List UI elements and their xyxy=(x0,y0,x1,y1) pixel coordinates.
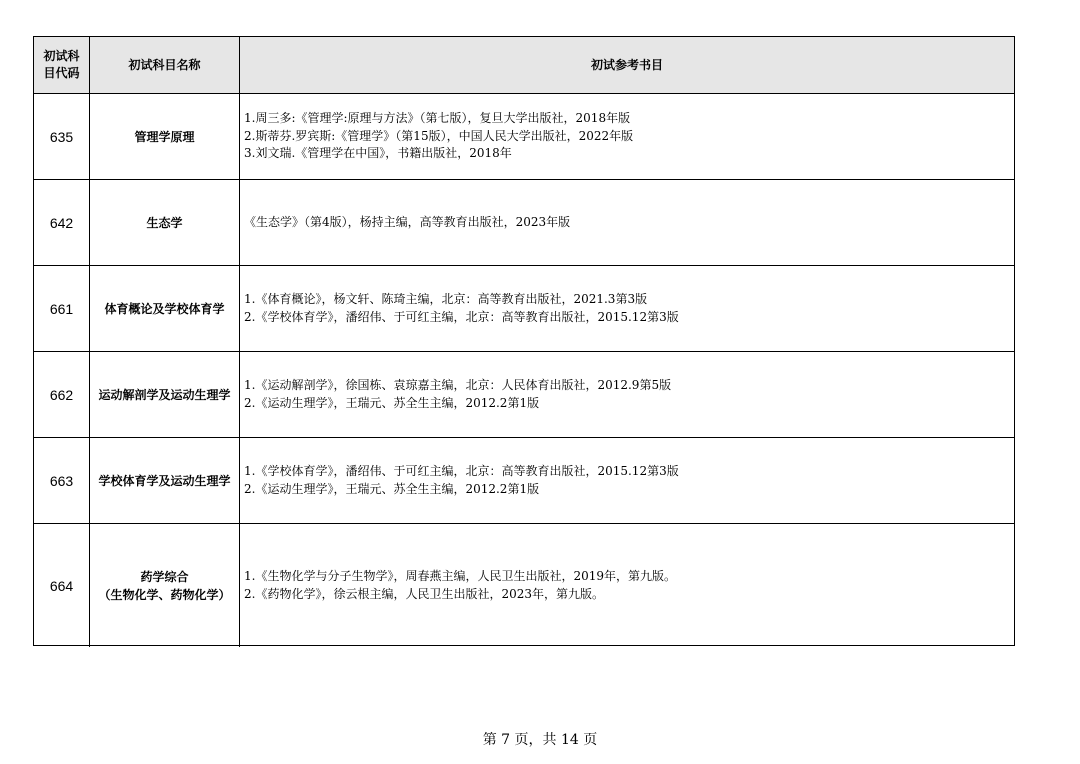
reference-item: 1.周三多:《管理学:原理与方法》（第七版），复旦大学出版社，2018年版 xyxy=(244,111,631,126)
subject-name-line: 管理学原理 xyxy=(134,129,195,144)
subject-name xyxy=(90,266,240,352)
subject-name xyxy=(90,524,240,647)
subject-name xyxy=(90,352,240,438)
reference-books xyxy=(240,524,1014,647)
reference-books xyxy=(240,180,1014,266)
reference-item: 2.《学校体育学》，潘绍伟、于可红主编，北京：高等教育出版社，2015.12第3版 xyxy=(244,309,679,324)
subject-name-line: 学校体育学及运动生理学 xyxy=(98,473,231,488)
header-code xyxy=(34,37,90,94)
page-footer: 第 7 页，共 14 页 xyxy=(482,732,598,748)
subject-code: 661 xyxy=(34,266,90,352)
subject-code: 635 xyxy=(34,94,90,180)
reference-item: 3.刘文瑞.《管理学在中国》，书籍出版社，2018年 xyxy=(244,146,512,161)
header-code-line-1: 初试科 xyxy=(43,49,80,63)
subject-name xyxy=(90,438,240,524)
reference-item: 1.《体育概论》，杨文轩、陈琦主编，北京：高等教育出版社，2021.3第3版 xyxy=(244,292,648,306)
subject-name xyxy=(90,180,240,266)
reference-item: 2.《运动生理学》，王瑞元、苏全生主编，2012.2第1版 xyxy=(244,395,540,410)
subject-name-line: 药学综合 xyxy=(140,569,189,584)
subject-name-line: 体育概论及学校体育学 xyxy=(104,301,225,316)
subject-name-line: 运动解剖学及运动生理学 xyxy=(98,387,231,402)
reference-item: 1.《运动解剖学》，徐国栋、袁琼嘉主编，北京：人民体育出版社，2012.9第5版 xyxy=(244,378,672,392)
reference-books xyxy=(240,352,1014,438)
subject-code: 664 xyxy=(34,524,90,647)
subject-name-line: 生态学 xyxy=(146,215,183,230)
reference-item: 2.斯蒂芬.罗宾斯:《管理学》（第15版），中国人民大学出版社，2022年版 xyxy=(244,128,634,143)
reference-item: 《生态学》（第4版），杨持主编，高等教育出版社，2023年版 xyxy=(244,214,571,229)
header-refs: 初试参考书目 xyxy=(240,37,1014,94)
header-code-line-2: 目代码 xyxy=(43,66,80,80)
subject-code: 662 xyxy=(34,352,90,438)
reference-item: 2.《运动生理学》，王瑞元、苏全生主编，2012.2第1版 xyxy=(244,481,540,496)
subject-code: 642 xyxy=(34,180,90,266)
reference-item: 1.《学校体育学》，潘绍伟、于可红主编，北京：高等教育出版社，2015.12第3版 xyxy=(244,464,679,478)
course-reference-table xyxy=(33,36,1015,646)
reference-books xyxy=(240,266,1014,352)
header-name: 初试科目名称 xyxy=(90,37,240,94)
reference-books xyxy=(240,94,1014,180)
reference-item: 1.《生物化学与分子生物学》，周春燕主编，人民卫生出版社，2019年，第九版。 xyxy=(244,569,676,583)
reference-item: 2.《药物化学》，徐云根主编，人民卫生出版社，2023年，第九版。 xyxy=(244,586,604,601)
reference-books xyxy=(240,438,1014,524)
subject-name-line: （生物化学、药物化学） xyxy=(98,587,231,602)
subject-code: 663 xyxy=(34,438,90,524)
subject-name xyxy=(90,94,240,180)
